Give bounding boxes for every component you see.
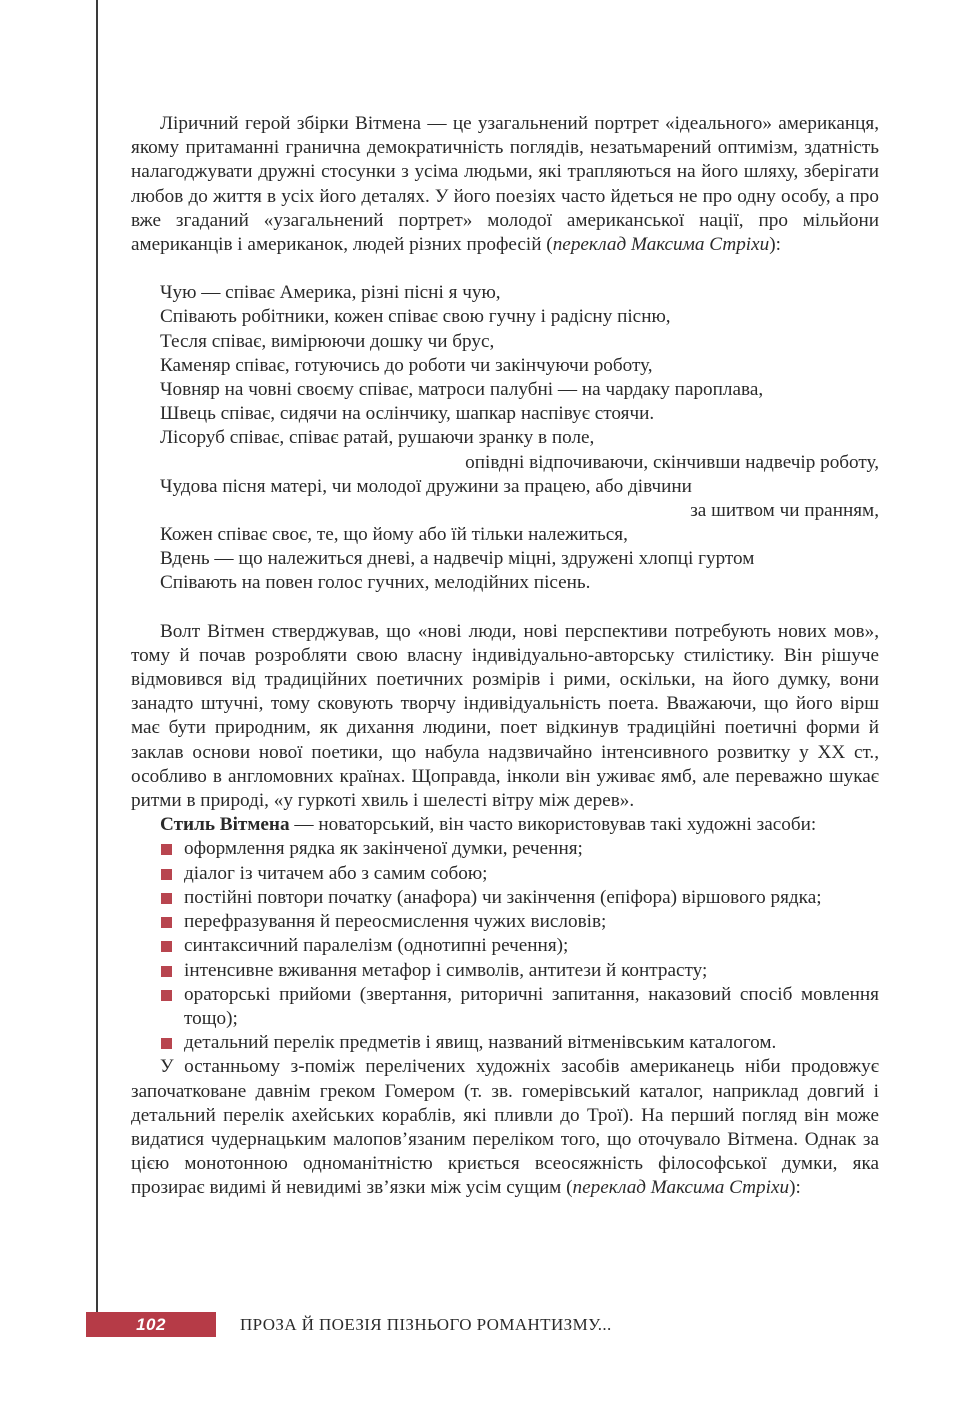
page-number-badge bbox=[86, 1312, 216, 1337]
paragraph-lyric-hero bbox=[131, 112, 879, 257]
paragraph-text: — новаторський, він часто використовував такі художні засоби: bbox=[289, 814, 817, 836]
poem-line-continuation: за шитвом чи пранням, bbox=[690, 499, 879, 521]
poem-line: Кожен співає своє, те, що йому або їй тільки належиться, bbox=[160, 524, 628, 546]
square-bullet-icon bbox=[161, 869, 172, 880]
paragraph-text-end: ): bbox=[769, 234, 781, 256]
paragraph-style-intro bbox=[131, 813, 879, 837]
paragraph-new-poetics: Волт Вітмен стверджував, що «нові люди, нові перспективи потребують нових мов», тому й почав розробляти свою власну індивідуально-авторську стилістику. Він рішуче відмовився від традиційних поетичних розмірів і рими, оскільки, на його думку, вони занадто штучні, тому сковують творчу індивідуальність поета. Вважаючи, що його вірш має бути природним, як дихання людини, поет відкинув традиційні поетичні форми й заклав основи нової поетики, що набула надзвичайно інтенсивного розвитку у XX ст., особливо в англомовних країнах. Щоправда, інколи він уживає ямб, але переважно шукає ритми в природі, «у гуркоті хвиль і шелесті вітру між дерев». bbox=[131, 620, 879, 812]
list-item-text: синтаксичний паралелізм (однотипні речення); bbox=[184, 935, 569, 957]
page-content bbox=[131, 112, 879, 1201]
style-term: Стиль Вітмена bbox=[160, 814, 290, 836]
list-item-text: детальний перелік предметів і явищ, названий вітменівським каталогом. bbox=[184, 1032, 777, 1054]
list-item-text: оформлення рядка як закінченої думки, речення; bbox=[184, 838, 583, 860]
list-item bbox=[131, 837, 879, 861]
list-item-text: перефразування й переосмислення чужих висловів; bbox=[184, 911, 607, 933]
list-item-text: інтенсивне вживання метафор і символів, антитези й контрасту; bbox=[184, 959, 708, 981]
poem-line: Чую — співає Америка, різні пісні я чую, bbox=[160, 282, 501, 304]
poem-line: Каменяр співає, готуючись до роботи чи закінчуючи роботу, bbox=[160, 354, 653, 376]
paragraph-homeric-catalogue bbox=[131, 1055, 879, 1200]
translator-credit: переклад Максима Стріхи bbox=[552, 234, 770, 256]
translator-credit: переклад Максима Стріхи bbox=[572, 1177, 790, 1199]
poem-line: Лісоруб співає, співає ратай, рушаючи зранку в поле, bbox=[160, 427, 595, 449]
square-bullet-icon bbox=[161, 844, 172, 855]
style-devices-list bbox=[131, 837, 879, 1055]
list-item bbox=[131, 1031, 879, 1055]
poem-line: Тесля співає, вимірюючи дошку чи брус, bbox=[160, 330, 495, 352]
poem-line: Співають робітники, кожен співає свою гучну і радісну пісню, bbox=[160, 306, 671, 328]
list-item-text: діалог із читачем або з самим собою; bbox=[184, 862, 488, 884]
margin-rule bbox=[96, 0, 98, 1318]
square-bullet-icon bbox=[161, 990, 172, 1001]
poem-line: Чудова пісня матері, чи молодої дружини за працею, або дівчини bbox=[160, 475, 692, 497]
list-item-text: ораторські прийоми (звертання, риторичні запитання, наказовий спосіб мовлення тощо); bbox=[184, 983, 879, 1029]
square-bullet-icon bbox=[161, 917, 172, 928]
page-number: 102 bbox=[136, 1314, 166, 1334]
paragraph-text-end: ): bbox=[789, 1177, 801, 1199]
list-item bbox=[131, 983, 879, 1031]
square-bullet-icon bbox=[161, 1038, 172, 1049]
list-item bbox=[131, 886, 879, 910]
poem-line: Співають на повен голос гучних, мелодійних пісень. bbox=[160, 572, 591, 594]
list-item bbox=[131, 959, 879, 983]
square-bullet-icon bbox=[161, 893, 172, 904]
poem-i-hear-america-singing bbox=[160, 281, 879, 595]
list-item-text: постійні повтори початку (анафора) чи закінчення (епіфора) віршового рядка; bbox=[184, 886, 822, 908]
poem-line: Вдень — що належиться дневі, а надвечір міцні, здружені хлопці гуртом bbox=[160, 548, 755, 570]
list-item bbox=[131, 934, 879, 958]
square-bullet-icon bbox=[161, 941, 172, 952]
paragraph-text: У останньому з-поміж перелічених художніх засобів американець ніби продовжує започатковане давнім греком Гомером (т. зв. гомерівський каталог, наприклад довгий і детальний перелік ахейських кораблів, які пливли до Трої). На перший погляд він може видатися чудернацьким малопов’язаним переліком того, що оточувало Вітмена. Однак за цією монотонною одноманітністю криється всеосяжність філософської думки, яка прозирає видимі й невидимі зв’язки між усім сущим ( bbox=[131, 1056, 879, 1199]
running-head: ПРОЗА Й ПОЕЗІЯ ПІЗНЬОГО РОМАНТИЗМУ... bbox=[240, 1315, 612, 1334]
poem-line: Швець співає, сидячи на ослінчику, шапкар наспівує стоячи. bbox=[160, 403, 655, 425]
poem-line-continuation: опівдні відпочиваючи, скінчивши надвечір роботу, bbox=[465, 451, 879, 473]
poem-line: Човняр на човні своєму співає, матроси палубні — на чардаку пароплава, bbox=[160, 378, 764, 400]
paragraph-text: Ліричний герой збірки Вітмена — це узагальнений портрет «ідеального» американця, якому притаманні гранична демократичність поглядів, незатьмарений оптимізм, здатність налагоджувати дружні стосунки з усіма людьми, які трапляються на його шляху, зберігати любов до життя в усіх його деталях. У його поезіях часто йдеться не про одну особу, а про вже згаданий «узагальнений портрет» молодої американської нації, про мільйони американців і американок, людей різних професій ( bbox=[131, 113, 879, 256]
list-item bbox=[131, 862, 879, 886]
square-bullet-icon bbox=[161, 966, 172, 977]
list-item bbox=[131, 910, 879, 934]
